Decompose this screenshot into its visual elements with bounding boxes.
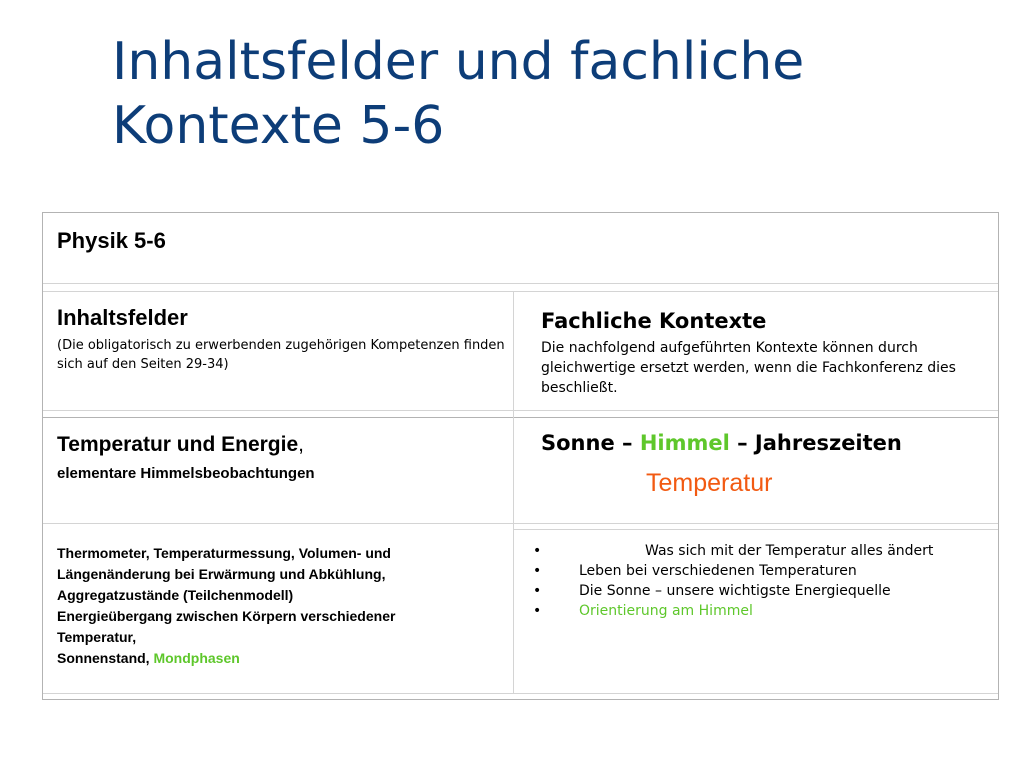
bullet-text: Die Sonne – unsere wichtigste Energiequelle xyxy=(579,583,891,599)
bullet-text: Was sich mit der Temperatur alles ändert xyxy=(645,543,934,559)
contexts-header: Fachliche Kontexte xyxy=(541,309,767,333)
bullet-item xyxy=(533,581,1003,601)
bullet-item xyxy=(533,561,1003,581)
list-item: Temperatur, xyxy=(57,629,137,645)
list-item: Längenänderung bei Erwärmung und Abkühlung, xyxy=(57,566,386,582)
subject-header: Physik 5-6 xyxy=(57,228,166,253)
list-item-prefix: Sonnenstand, xyxy=(57,650,154,666)
bullet-text: Orientierung am Himmel xyxy=(579,603,753,619)
context-bullet-list xyxy=(533,541,1003,621)
bullet-icon: • xyxy=(533,603,542,619)
context-subtitle: Temperatur xyxy=(646,469,773,497)
table-divider xyxy=(43,693,998,694)
context-title-part-1: Sonne – xyxy=(541,431,640,455)
table-divider xyxy=(43,417,998,418)
content-field-subtitle: elementare Himmelsbeobachtungen xyxy=(57,465,315,482)
context-title-part-2: – Jahreszeiten xyxy=(729,431,902,455)
content-field-title-suffix: , xyxy=(298,433,304,456)
table-divider xyxy=(43,291,998,292)
bullet-icon: • xyxy=(533,583,542,599)
bullet-text: Leben bei verschiedenen Temperaturen xyxy=(579,563,857,579)
table-divider xyxy=(43,523,998,524)
content-field-list xyxy=(57,543,497,669)
table-divider xyxy=(43,410,998,411)
context-title xyxy=(541,431,902,455)
column-divider xyxy=(513,291,514,693)
list-item-highlight: Mondphasen xyxy=(153,650,240,666)
list-item: Energieübergang zwischen Körpern verschiedener xyxy=(57,608,396,624)
content-fields-header: Inhaltsfelder xyxy=(57,305,188,330)
list-item xyxy=(57,648,497,669)
slide-title xyxy=(112,30,992,158)
list-item: Aggregatzustände (Teilchenmodell) xyxy=(57,587,294,603)
bullet-item xyxy=(533,601,1003,621)
bullet-icon: • xyxy=(533,563,542,579)
list-item: Thermometer, Temperaturmessung, Volumen- und xyxy=(57,545,391,561)
content-fields-note: (Die obligatorisch zu erwerbenden zugehörigen Kompetenzen finden sich auf den Seiten 29-34) xyxy=(57,338,505,372)
table-divider xyxy=(43,283,998,284)
slide-title-line-2: Kontexte 5-6 xyxy=(112,96,445,156)
table-divider xyxy=(513,529,998,530)
content-field-title xyxy=(57,432,304,458)
bullet-item xyxy=(533,541,1003,561)
content-field-title-text: Temperatur und Energie xyxy=(57,433,299,456)
curriculum-table xyxy=(42,212,999,700)
bullet-icon: • xyxy=(533,543,542,559)
context-title-highlight: Himmel xyxy=(639,431,730,455)
contexts-note: Die nachfolgend aufgeführten Kontexte können durch gleichwertige ersetzt werden, wenn die Fachkonferenz dies beschließt. xyxy=(541,340,956,396)
slide-title-line-1: Inhaltsfelder und fachliche xyxy=(112,32,805,92)
